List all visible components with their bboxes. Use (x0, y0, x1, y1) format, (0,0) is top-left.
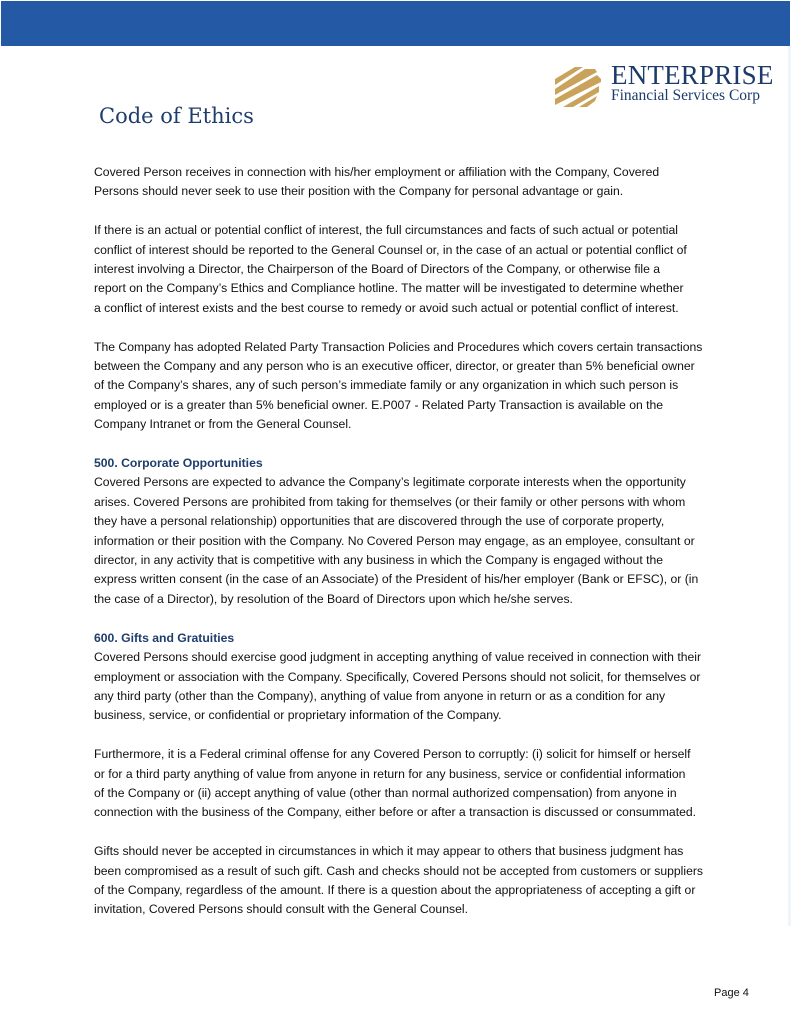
document-title: Code of Ethics (99, 104, 254, 128)
text-line: report on the Company’s Ethics and Compliance hotline. The matter will be investigated to determine whether (94, 281, 684, 296)
text-line: Gifts should never be accepted in circumstances in which it may appear to others that business judgment has (94, 844, 684, 859)
text-line: If there is an actual or potential conflict of interest, the full circumstances and facts of such actual or potential (94, 223, 678, 238)
section-corporate-opportunities (94, 454, 754, 609)
document-body (94, 163, 754, 939)
paragraph-conflict-reporting (94, 221, 754, 318)
text-line: express written consent (in the case of an Associate) of the President of his/her employer (Bank or EFSC), or (in (94, 572, 699, 587)
logo-subtitle: Financial Services Corp (611, 87, 760, 104)
section-heading: 600. Gifts and Gratuities (94, 630, 235, 645)
text-line: they have a personal relationship) opportunities that are discovered through the use of corporate property, (94, 514, 665, 529)
text-line: Covered Persons should exercise good judgment in accepting anything of value received in connection with their (94, 650, 702, 665)
text-line: conflict of interest should be reported to the General Counsel or, in the case of an actual or potential conflict of (94, 242, 687, 257)
text-line: director, in any activity that is competitive with any business in which the Company is engaged without the (94, 553, 664, 568)
text-line: The Company has adopted Related Party Transaction Policies and Procedures which covers certain transactions (94, 339, 703, 354)
text-line: employed or is a greater than 5% beneficial owner. E.P007 - Related Party Transaction is available on the (94, 397, 664, 412)
text-line: the case of a Director), by resolution of the Board of Directors upon which he/she serves. (94, 591, 573, 606)
text-line: Company Intranet or from the General Counsel. (94, 417, 352, 432)
text-line: employment or association with the Company. Specifically, Covered Persons should not solicit, for themselves or (94, 669, 701, 684)
text-line: business, service, or confidential or proprietary information of the Company. (94, 708, 502, 723)
section-heading: 500. Corporate Opportunities (94, 456, 263, 471)
text-line: of the Company’s shares, any of such person’s immediate family or any organization in which such person is (94, 378, 679, 393)
company-logo (553, 60, 774, 113)
text-line: or for a third party anything of value from anyone in return for any business, service or confidential information (94, 766, 686, 781)
page-number: Page 4 (714, 987, 749, 999)
text-line: between the Company and any person who is an executive officer, director, or greater than 5% beneficial owner (94, 359, 695, 374)
text-line: of the Company, regardless of the amount. If there is a question about the appropriateness of accepting a gift or (94, 882, 696, 897)
text-line: of the Company or (ii) accept anything of value (other than normal authorized compensation) from anyone in (94, 785, 677, 800)
section-gifts-gratuities (94, 629, 754, 726)
header-band (1, 1, 790, 46)
paragraph-federal-offense (94, 745, 754, 823)
text-line: Covered Persons are expected to advance the Company’s legitimate corporate interests when the opportunity (94, 475, 686, 490)
paragraph-conflict-intro (94, 163, 754, 202)
text-line: Covered Person receives in connection with his/her employment or affiliation with the Company, Covered (94, 165, 660, 179)
text-line: arises. Covered Persons are prohibited from taking for themselves (or their family or other persons with whom (94, 494, 686, 509)
text-line: Persons should never seek to use their position with the Company for personal advantage or gain. (94, 184, 624, 199)
logo-name: ENTERPRISE (611, 60, 774, 90)
enterprise-stripes-logo-icon (553, 65, 605, 109)
text-line: interest involving a Director, the Chairperson of the Board of Directors of the Company, or otherwise file a (94, 262, 661, 277)
text-line: Furthermore, it is a Federal criminal offense for any Covered Person to corruptly: (i) solicit for himself or herself (94, 747, 691, 762)
text-line: been compromised as a result of such gift. Cash and checks should not be accepted from customers or suppliers (94, 863, 704, 878)
text-line: connection with the business of the Company, either before or after a transaction is discussed or consummated. (94, 805, 697, 820)
paragraph-related-party (94, 338, 754, 435)
text-line: a conflict of interest exists and the best course to remedy or avoid such actual or potential conflict of interest. (94, 300, 679, 315)
text-line: any third party (other than the Company), anything of value from anyone in return or as a condition for any (94, 688, 666, 703)
text-line: invitation, Covered Persons should consult with the General Counsel. (94, 902, 468, 917)
text-line: information or their position with the Company. No Covered Person may engage, as an employee, consultant or (94, 533, 695, 548)
paragraph-gifts-acceptance (94, 842, 754, 920)
